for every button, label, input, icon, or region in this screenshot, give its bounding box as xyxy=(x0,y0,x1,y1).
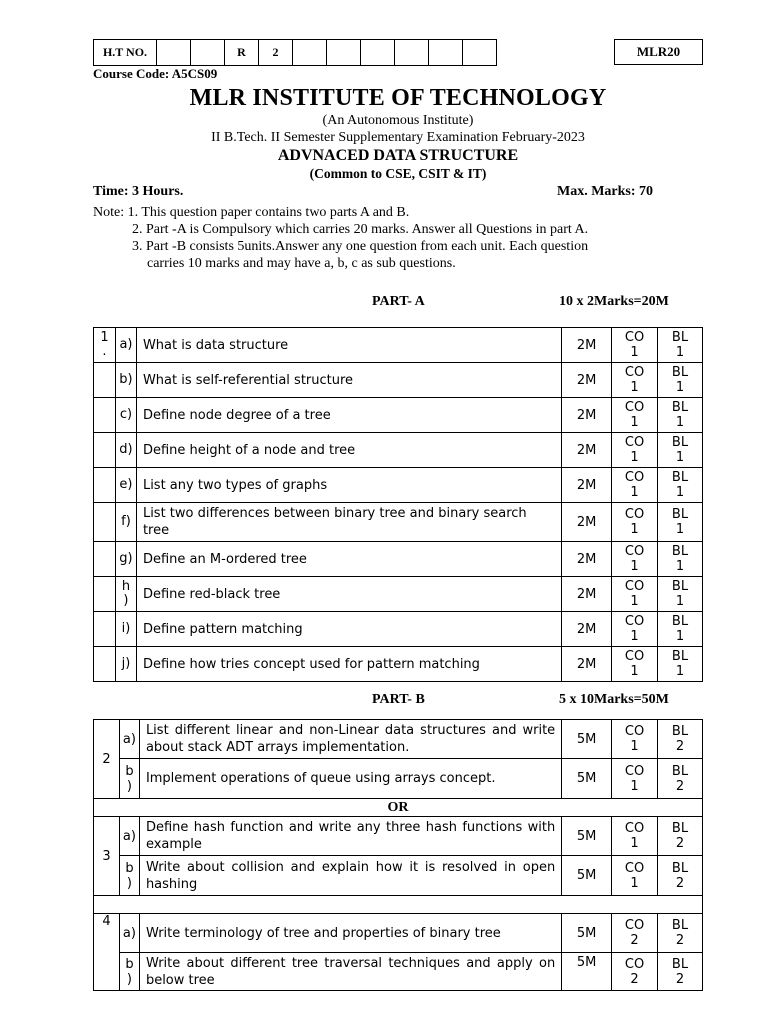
ht-cell: 2 xyxy=(259,40,293,66)
part-b-marks: 5 x 10Marks=50M xyxy=(559,692,669,707)
question-number: 3 xyxy=(94,817,120,896)
part-b-table xyxy=(93,719,703,991)
part-a-marks: 10 x 2Marks=20M xyxy=(559,294,669,309)
sub-question-label: b ) xyxy=(119,953,139,991)
question-number xyxy=(94,612,116,647)
blooms-level: BL 2 xyxy=(658,914,703,953)
course-outcome: CO 1 xyxy=(612,720,658,759)
sub-question-label: b ) xyxy=(119,856,139,896)
question-number xyxy=(94,363,116,398)
course-outcome: CO 1 xyxy=(612,647,658,682)
blooms-level: BL 2 xyxy=(658,759,703,799)
question-marks: 5M xyxy=(562,914,612,953)
question-row xyxy=(94,759,703,799)
blooms-level: BL 1 xyxy=(658,433,703,468)
course-outcome: CO 1 xyxy=(612,612,658,647)
blooms-level: BL 1 xyxy=(658,503,703,542)
question-marks: 5M xyxy=(562,720,612,759)
question-marks: 5M xyxy=(562,759,612,799)
question-number: 2 xyxy=(94,720,120,799)
ht-label: H.T NO. xyxy=(94,40,157,66)
question-row xyxy=(94,398,703,433)
question-number xyxy=(94,503,116,542)
course-outcome: CO 1 xyxy=(612,542,658,577)
question-text: What is self-referential structure xyxy=(136,363,561,398)
note-line: 3. Part -B consists 5units.Answer any one question from each unit. Each question xyxy=(132,239,589,254)
question-number xyxy=(94,647,116,682)
question-row xyxy=(94,328,703,363)
blooms-level: BL 2 xyxy=(658,856,703,896)
subject-title: ADVNACED DATA STRUCTURE xyxy=(277,147,519,164)
exam-title: II B.Tech. II Semester Supplementary Examination February-2023 xyxy=(211,130,585,145)
question-number xyxy=(94,433,116,468)
or-divider xyxy=(94,799,703,817)
question-text: Write about collision and explain how it is resolved in open hashing xyxy=(139,856,561,896)
question-marks: 2M xyxy=(562,328,612,363)
ht-cell xyxy=(429,40,463,66)
sub-question-label: i) xyxy=(115,612,136,647)
regulation-code: MLR20 xyxy=(614,39,703,65)
question-row xyxy=(94,647,703,682)
sub-question-label: e) xyxy=(115,468,136,503)
blooms-level: BL 1 xyxy=(658,363,703,398)
sub-question-label: b ) xyxy=(119,759,139,799)
question-text: Write about different tree traversal techniques and apply on below tree xyxy=(139,953,561,991)
question-text: Define how tries concept used for pattern matching xyxy=(136,647,561,682)
autonomous-label: (An Autonomous Institute) xyxy=(322,113,474,128)
question-number: 1 . xyxy=(94,328,116,363)
question-row xyxy=(94,542,703,577)
sub-question-label: c) xyxy=(115,398,136,433)
course-outcome: CO 1 xyxy=(612,759,658,799)
question-text: Define hash function and write any three hash functions with example xyxy=(139,817,561,856)
part-a-title: PART- A xyxy=(372,294,425,309)
note-line: Note: 1. This question paper contains two parts A and B. xyxy=(93,205,410,220)
question-text: Implement operations of queue using arrays concept. xyxy=(139,759,561,799)
sub-question-label: h ) xyxy=(115,577,136,612)
max-marks: Max. Marks: 70 xyxy=(557,184,654,199)
sub-question-label: j) xyxy=(115,647,136,682)
course-outcome: CO 2 xyxy=(612,914,658,953)
question-marks: 2M xyxy=(562,577,612,612)
question-row xyxy=(94,612,703,647)
question-text: List two differences between binary tree and binary search tree xyxy=(136,503,561,542)
question-text: List any two types of graphs xyxy=(136,468,561,503)
question-number xyxy=(94,577,116,612)
question-marks: 2M xyxy=(562,398,612,433)
ht-cell xyxy=(395,40,429,66)
question-marks: 2M xyxy=(562,612,612,647)
institute-name: MLR INSTITUTE OF TECHNOLOGY xyxy=(189,85,607,111)
blooms-level: BL 2 xyxy=(658,817,703,856)
question-marks: 2M xyxy=(562,433,612,468)
question-marks: 2M xyxy=(562,542,612,577)
question-row xyxy=(94,503,703,542)
sub-question-label: d) xyxy=(115,433,136,468)
blooms-level: BL 1 xyxy=(658,468,703,503)
question-row xyxy=(94,577,703,612)
question-number xyxy=(94,468,116,503)
blooms-level: BL 2 xyxy=(658,953,703,991)
sub-question-label: g) xyxy=(115,542,136,577)
course-outcome: CO 1 xyxy=(612,577,658,612)
ht-cell xyxy=(157,40,191,66)
question-number: 4 xyxy=(94,914,120,991)
question-marks: 2M xyxy=(562,503,612,542)
question-row xyxy=(94,720,703,759)
question-row xyxy=(94,433,703,468)
course-outcome: CO 1 xyxy=(612,398,658,433)
course-outcome: CO 1 xyxy=(612,856,658,896)
course-outcome: CO 2 xyxy=(612,953,658,991)
question-row xyxy=(94,856,703,896)
question-text: Define node degree of a tree xyxy=(136,398,561,433)
ht-cell xyxy=(293,40,327,66)
ht-cell xyxy=(361,40,395,66)
hall-ticket-box xyxy=(93,39,497,66)
blooms-level: BL 1 xyxy=(658,612,703,647)
sub-question-label: f) xyxy=(115,503,136,542)
blooms-level: BL 2 xyxy=(658,720,703,759)
question-number xyxy=(94,398,116,433)
ht-cell xyxy=(191,40,225,66)
question-number xyxy=(94,542,116,577)
course-outcome: CO 1 xyxy=(612,433,658,468)
spacer-row xyxy=(94,896,703,914)
blooms-level: BL 1 xyxy=(658,398,703,433)
sub-question-label: a) xyxy=(119,914,139,953)
question-text: What is data structure xyxy=(136,328,561,363)
course-code: Course Code: A5CS09 xyxy=(93,66,218,81)
course-outcome: CO 1 xyxy=(612,328,658,363)
exam-time: Time: 3 Hours. xyxy=(93,184,184,199)
sub-question-label: a) xyxy=(115,328,136,363)
blooms-level: BL 1 xyxy=(658,577,703,612)
question-row xyxy=(94,468,703,503)
course-outcome: CO 1 xyxy=(612,503,658,542)
question-marks: 2M xyxy=(562,468,612,503)
course-outcome: CO 1 xyxy=(612,363,658,398)
question-marks: 5M xyxy=(562,817,612,856)
question-text: List different linear and non-Linear data structures and write about stack ADT arrays implementation. xyxy=(139,720,561,759)
question-text: Define height of a node and tree xyxy=(136,433,561,468)
ht-cell: R xyxy=(225,40,259,66)
spacer-cell xyxy=(94,896,703,914)
question-row xyxy=(94,914,703,953)
blooms-level: BL 1 xyxy=(658,328,703,363)
question-text: Define pattern matching xyxy=(136,612,561,647)
question-marks: 2M xyxy=(562,647,612,682)
question-marks: 5M xyxy=(562,953,612,991)
blooms-level: BL 1 xyxy=(658,647,703,682)
question-marks: 5M xyxy=(562,856,612,896)
note-line: carries 10 marks and may have a, b, c as sub questions. xyxy=(147,256,456,271)
question-row xyxy=(94,953,703,991)
part-b-title: PART- B xyxy=(372,692,425,707)
ht-cell xyxy=(463,40,497,66)
question-row xyxy=(94,817,703,856)
question-marks: 2M xyxy=(562,363,612,398)
course-outcome: CO 1 xyxy=(612,468,658,503)
course-outcome: CO 1 xyxy=(612,817,658,856)
question-text: Write terminology of tree and properties of binary tree xyxy=(139,914,561,953)
sub-question-label: a) xyxy=(119,720,139,759)
common-branches: (Common to CSE, CSIT & IT) xyxy=(309,166,487,181)
ht-cell xyxy=(327,40,361,66)
or-label: OR xyxy=(94,799,703,817)
part-a-table xyxy=(93,327,703,682)
question-text: Define an M-ordered tree xyxy=(136,542,561,577)
question-row xyxy=(94,363,703,398)
blooms-level: BL 1 xyxy=(658,542,703,577)
sub-question-label: a) xyxy=(119,817,139,856)
question-text: Define red-black tree xyxy=(136,577,561,612)
note-line: 2. Part -A is Compulsory which carries 20 marks. Answer all Questions in part A. xyxy=(132,222,589,237)
sub-question-label: b) xyxy=(115,363,136,398)
